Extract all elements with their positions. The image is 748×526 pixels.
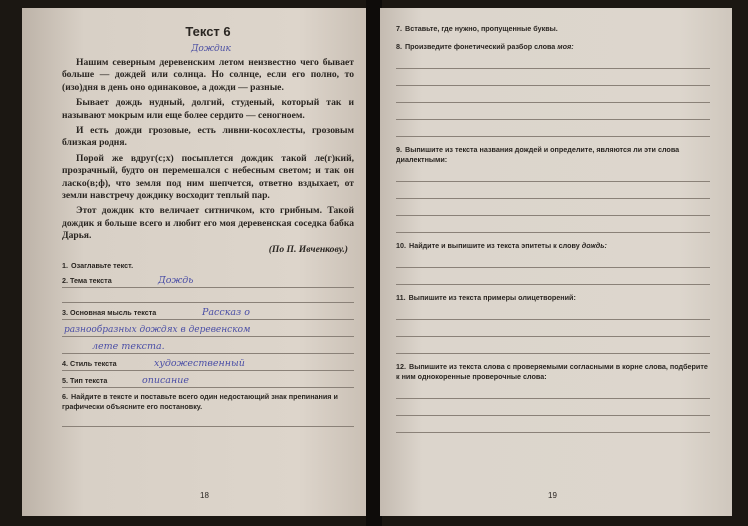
question-3-answer-2: разнообразных дождях в деревенском [64,324,251,335]
text-body [62,57,354,243]
question-8-number: 8. [396,42,402,51]
right-page [380,8,732,516]
text-title-label: Текст 6 [185,24,231,39]
question-5-text: Тип текста [70,375,108,385]
answer-line[interactable] [396,416,710,433]
question-1-text: Озаглавьте текст. [71,260,134,270]
question-10 [396,241,710,251]
question-10-word: дождь: [581,241,607,250]
paragraph-2: Бывает дождь нудный, долгий, студеный, который так и называют мокрым или еще более сердито — сеногноем. [62,97,354,121]
question-9-number: 9. [396,145,402,154]
answer-line[interactable] [396,337,710,354]
question-8 [396,42,710,52]
question-3-answer-3: лете текста. [92,340,165,352]
question-12-number: 12. [396,362,406,371]
question-9-text: Выпишите из текста названия дождей и определите, являются ли эти слова диалектными: [396,145,680,164]
question-3-row-2[interactable] [62,320,354,337]
answer-line[interactable] [396,399,710,416]
question-3-answer-1: Рассказ о [202,306,250,318]
question-10-number: 10. [396,241,406,250]
question-4-label [62,359,117,368]
answer-line[interactable] [396,251,710,268]
question-4-row[interactable] [62,354,354,371]
paragraph-4: Порой же вдруг(с;х) посыплется дождик такой ле(г)кий, прозрачный, будто он перемешался с небесным светом; и так он ласко(в;ф), что земля под ним шепчется, ответно вздыхает, от земли навстречу дождику восходит теплый пар. [62,152,354,202]
answer-line[interactable] [396,268,710,285]
question-1-number: 1. [62,260,68,270]
question-7 [396,24,710,34]
question-5-row[interactable] [62,371,354,388]
text-title [62,24,354,39]
question-11 [396,293,710,303]
answer-line[interactable] [396,182,710,199]
question-1 [62,261,354,271]
answer-line[interactable] [396,120,710,137]
question-8-word: моя: [557,42,574,51]
page-number-right: 19 [548,491,557,500]
answer-line[interactable] [396,320,710,337]
question-6-text: Найдите в тексте и поставьте всего один недостающий знак препинания и графически объясните его постановку. [62,391,338,411]
question-5-answer: описание [142,374,189,386]
answer-line[interactable] [396,69,710,86]
question-8-text: Произведите фонетический разбор слова [405,42,556,51]
question-3-number: 3. [62,307,68,317]
answer-line[interactable] [396,303,710,320]
question-11-text: Выпишите из текста примеры олицетворений: [408,293,576,302]
answer-line[interactable] [396,165,710,182]
question-5-number: 5. [62,375,68,385]
question-4-answer: художественный [154,357,245,369]
question-11-number: 11. [396,293,406,302]
page-number-left: 18 [200,491,209,500]
question-3-text: Основная мысль текста [70,307,157,317]
question-9 [396,145,710,165]
paragraph-5: Этот дождик кто величает ситничком, кто грибным. Такой дождик я больше всего и любит его моя деревенская соседка бабка Дарья. [62,205,354,242]
answer-line[interactable] [396,52,710,69]
question-5-label [62,376,107,385]
text-author: (По П. Ивченкову.) [268,243,348,255]
question-2-answer: Дождь [158,274,194,286]
paragraph-1: Нашим северным деревенским летом неизвестно чего бывает больше — дождей или солнца. Но солнце, если его полно, то (изо)дня в день оно одинаковое, а дожди — разные. [62,57,354,93]
answer-line[interactable] [62,288,354,303]
question-12 [396,362,710,382]
question-2-label [62,276,112,285]
question-6-number: 6. [62,391,68,401]
answer-line[interactable] [396,199,710,216]
question-3-row-3[interactable] [62,337,354,354]
question-12-text: Выпишите из текста слова с проверяемыми согласными в корне слова, подберите к ним однокоренные проверочные слова: [396,362,708,381]
answer-line[interactable] [62,412,354,427]
question-6 [62,392,354,412]
answer-line[interactable] [396,216,710,233]
question-4-number: 4. [62,358,68,368]
question-7-number: 7. [396,24,402,33]
question-2-row[interactable] [62,271,354,288]
question-3-row[interactable] [62,303,354,320]
answer-line[interactable] [396,86,710,103]
answer-line[interactable] [396,382,710,399]
question-7-text: Вставьте, где нужно, пропущенные буквы. [405,24,558,33]
question-4-text: Стиль текста [70,358,117,368]
question-2-text: Тема текста [70,275,112,285]
paragraph-3: И есть дожди грозовые, есть ливни-косохлесты, грозовым близкая родня. [62,125,354,149]
left-page [22,8,368,516]
question-3-label [62,308,156,317]
answer-line[interactable] [396,103,710,120]
question-2-number: 2. [62,275,68,285]
question-10-text: Найдите и выпишите из текста эпитеты к слову [409,241,580,250]
handwritten-title: Дождик [191,44,231,54]
